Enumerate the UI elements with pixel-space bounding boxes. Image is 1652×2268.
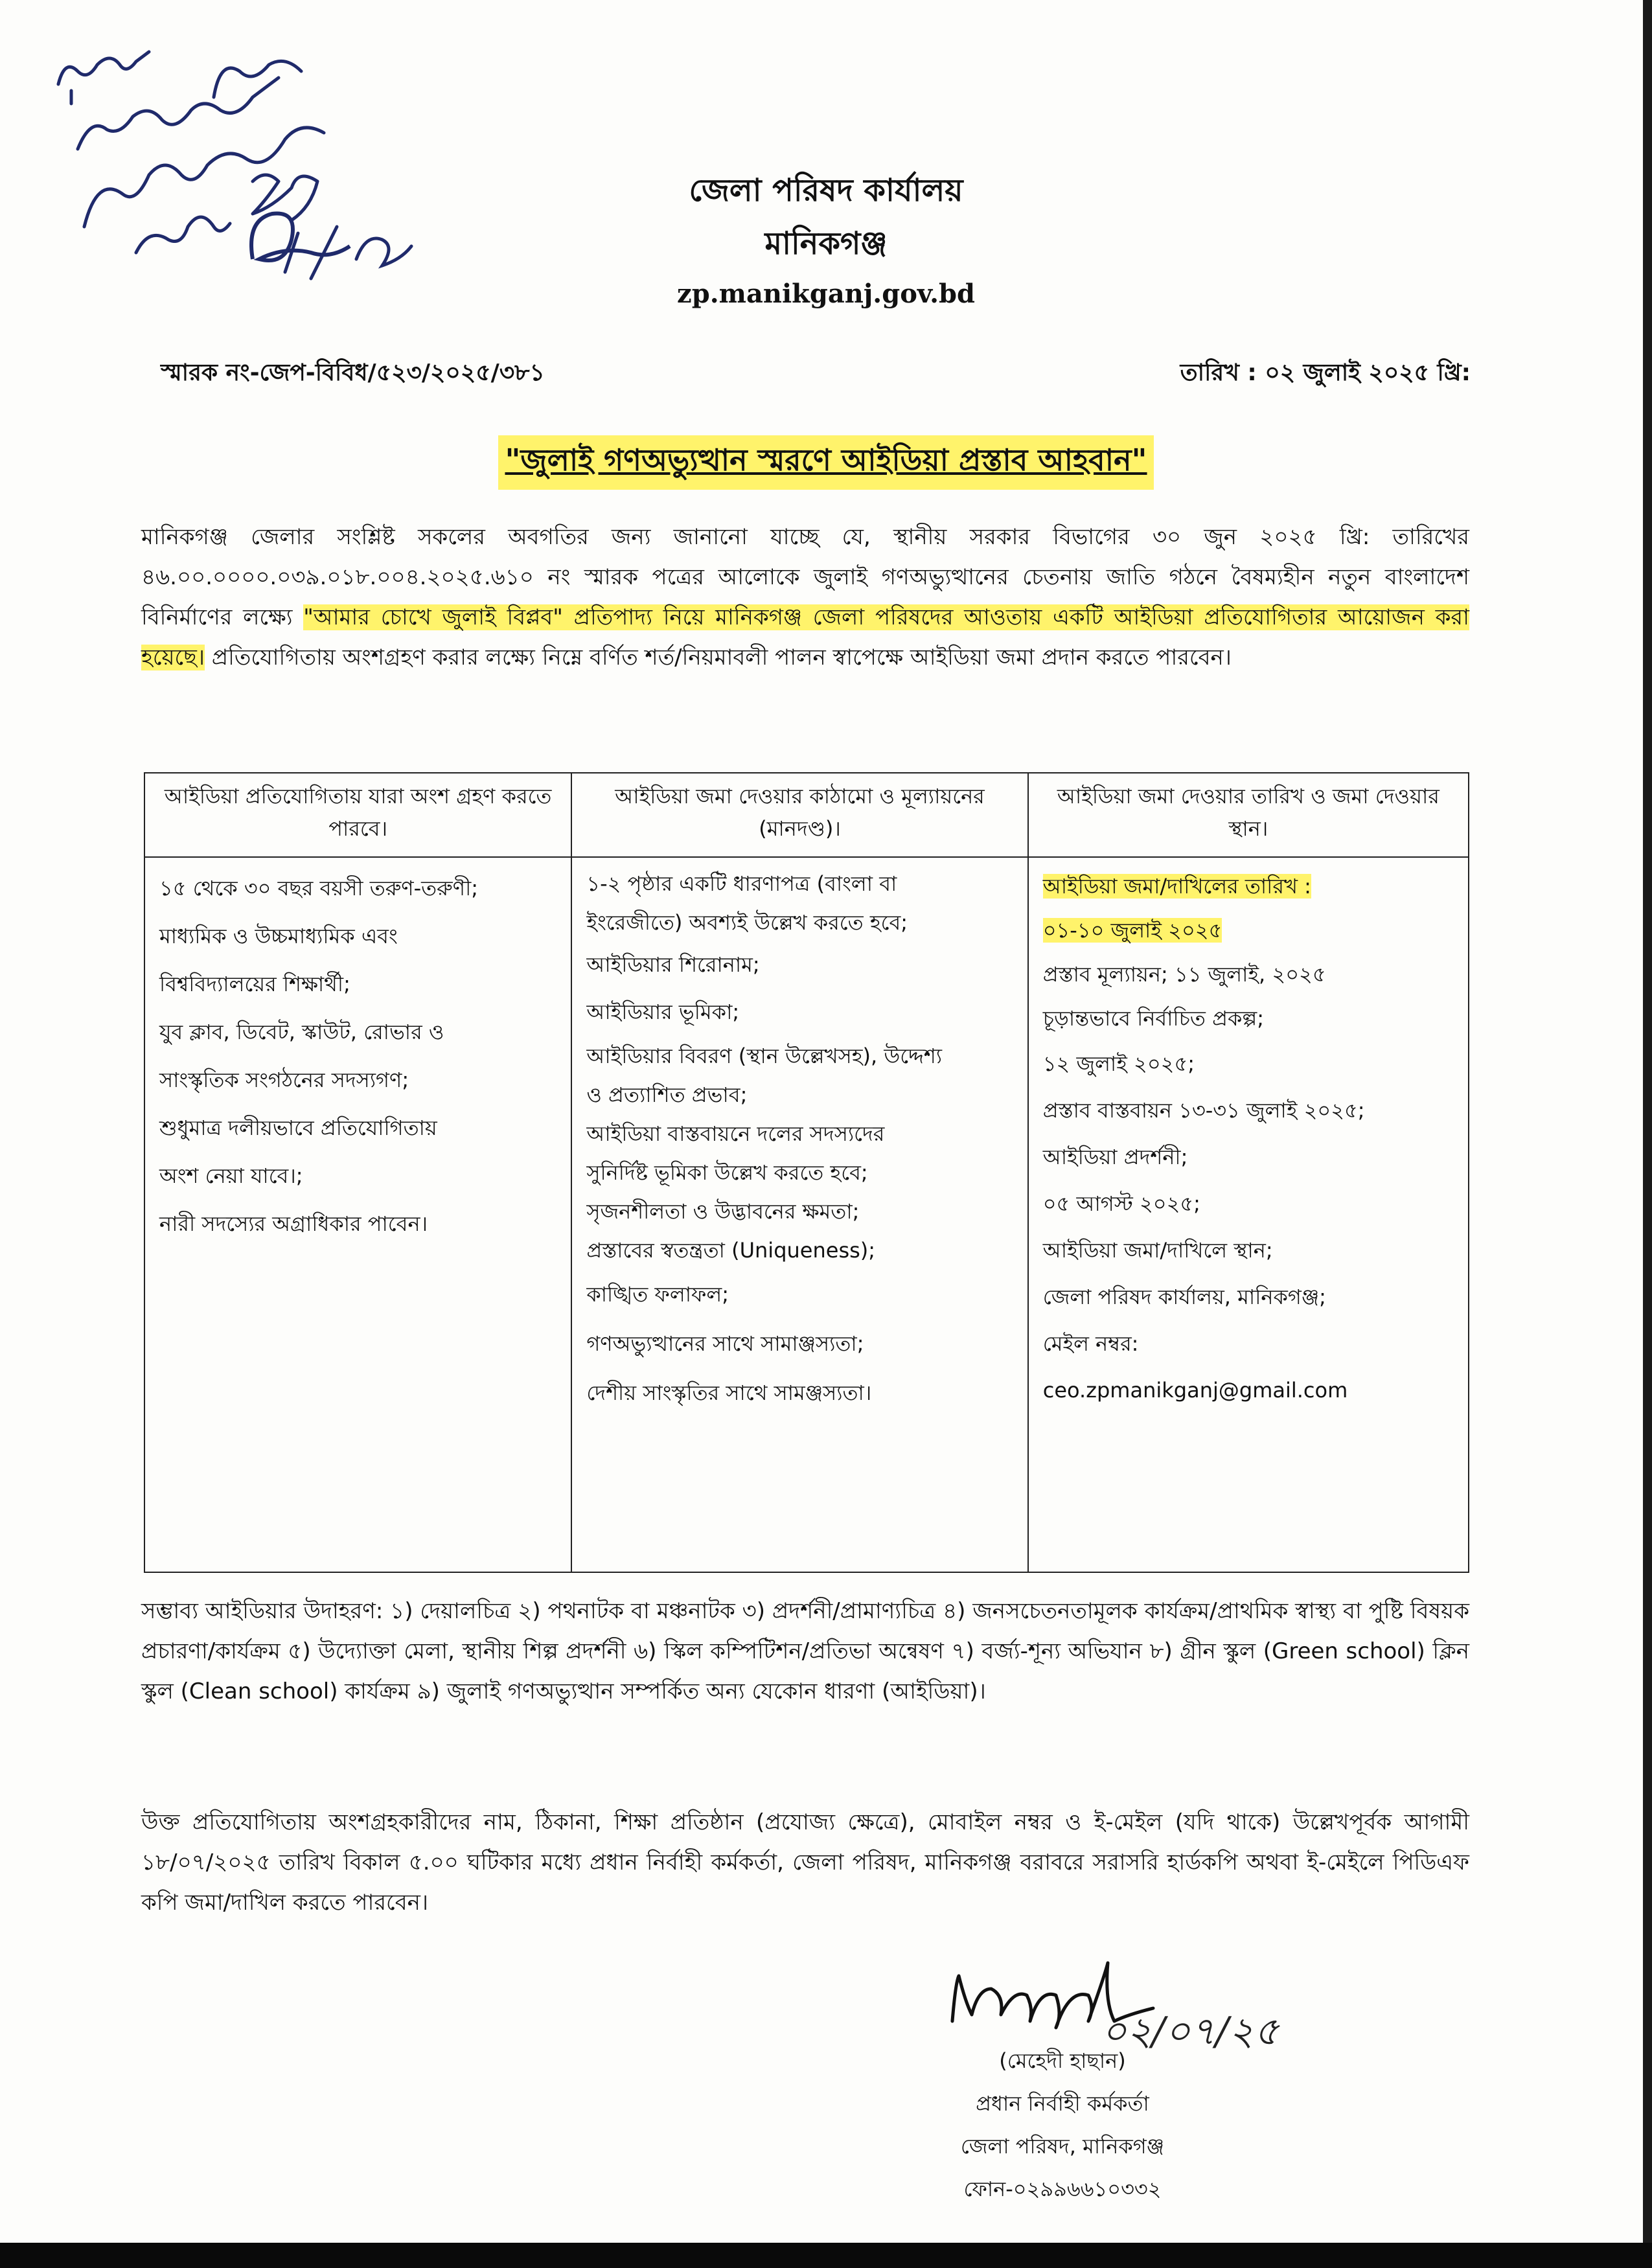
list-item: সুনির্দিষ্ট ভূমিকা উল্লেখ করতে হবে; [586, 1160, 868, 1185]
header-schedule: আইডিয়া জমা দেওয়ার তারিখ ও জমা দেওয়ার স্থান। [1028, 773, 1469, 857]
list-item: আইডিয়া বাস্তবায়নে দলের সদস্যদের [586, 1121, 885, 1146]
signature-date: ০২/০৭/২৫ [1101, 2009, 1279, 2054]
list-item: আইডিয়ার শিরোনাম; [586, 952, 760, 977]
list-item: অংশ নেয়া যাবে।; [159, 1163, 303, 1188]
col-structure [571, 857, 1027, 1572]
list-item: সৃজনশীলতা ও উদ্ভাবনের ক্ষমতা; [586, 1199, 860, 1224]
list-item: শুধুমাত্র দলীয়ভাবে প্রতিযোগিতায় [159, 1116, 437, 1140]
list-item: ১২ জুলাই ২০২৫; [1042, 1051, 1195, 1076]
list-item: কাঙ্খিত ফলাফল; [586, 1282, 729, 1307]
examples-paragraph: সম্ভাব্য আইডিয়ার উদাহরণ: ১) দেয়ালচিত্র ২) পথনাটক বা মঞ্চনাটক ৩) প্রদর্শনী/প্রামাণ্যচিত্র ৪) জনসচেতনতামূলক কার্যক্রম/প্রাথমিক স্বাস্থ্য বা পুষ্টি বিষয়ক প্রচারণা/কার্যক্রম ৫) উদ্যোক্তা মেলা, স্থানীয় শিল্প প্রদর্শনী ৬) স্কিল কম্পিটিশন/প্রতিভা অন্বেষণ ৭) বর্জ্য-শূন্য অভিযান ৮) গ্রীন স্কুল (Green school) ক্লিন স্কুল (Clean school) কার্যক্রম ৯) জুলাই গণঅভ্যুত্থান সম্পর্কিত অন্য যেকোন ধারণা (আইডিয়া)। [141, 1598, 1469, 1704]
scan-edge [1643, 0, 1652, 2243]
intro-part1: মানিকগঞ্জ জেলার সংশ্লিষ্ট সকলের অবগতির জন্য জানানো যাচ্ছে যে, স্থানীয় সরকার বিভাগের ৩০ জুন ২০২৫ খ্রি: তারিখের ৪৬.০০.০০০০.০৩৯.০১৮.০০৪.২০২৫.৬১০ নং স্মারক পত্রের আলোকে জুলাই গণঅভ্যুত্থানের চেতনায় জাতি গঠনে বৈষম্যহীন নতুন বাংলাদেশ বিনির্মাণের লক্ষ্যে [141, 524, 1469, 630]
list-item: দেশীয় সাংস্কৃতির সাথে সামঞ্জস্যতা। [586, 1380, 872, 1405]
list-item: বিশ্ববিদ্যালয়ের শিক্ষার্থী; [159, 972, 350, 996]
list-item: আইডিয়ার বিবরণ (স্থান উল্লেখসহ), উদ্দেশ্য [586, 1044, 943, 1068]
list-item: প্রস্তাব বাস্তবায়ন ১৩-৩১ জুলাই ২০২৫; [1042, 1098, 1365, 1123]
signatory-office: জেলা পরিষদ, মানিকগঞ্জ [960, 2134, 1165, 2159]
memo-ref: স্মারক নং-জেপ-বিবিধ/৫২৩/২০২৫/৩৮১ [161, 360, 545, 386]
list-item: প্রস্তাবের স্বতন্ত্রতা (Uniqueness); [586, 1238, 876, 1263]
list-item: মাধ্যমিক ও উচ্চমাধ্যমিক এবং [159, 924, 398, 948]
list-item: মেইল নম্বর: [1042, 1331, 1139, 1356]
list-item: ইংরেজীতে) অবশ্যই উল্লেখ করতে হবে; [586, 910, 908, 935]
list-item: চূড়ান্তভাবে নির্বাচিত প্রকল্প; [1042, 1006, 1264, 1031]
header-participants: আইডিয়া প্রতিযোগিতায় যারা অংশ গ্রহণ করতে পারবে। [144, 773, 571, 857]
rules-table [144, 772, 1469, 1573]
list-item: আইডিয়ার ভূমিকা; [586, 1000, 740, 1024]
list-item: আইডিয়া জমা/দাখিলে স্থান; [1042, 1238, 1273, 1263]
list-item: ১-২ পৃষ্ঠার একটি ধারণাপত্র (বাংলা বা [586, 871, 897, 896]
website: zp.manikganj.gov.bd [677, 279, 975, 309]
header-structure: আইডিয়া জমা দেওয়ার কাঠামো ও মূল্যায়নের (মানদণ্ড)। [571, 773, 1027, 857]
signatory-name: (মেহেদী হাছান) [999, 2048, 1126, 2073]
submission-paragraph: উক্ত প্রতিযোগিতায় অংশগ্রহকারীদের নাম, ঠিকানা, শিক্ষা প্রতিষ্ঠান (প্রযোজ্য ক্ষেত্রে), মোবাইল নম্বর ও ই-মেইল (যদি থাকে) উল্লেখপূর্বক আগামী ১৮/০৭/২০২৫ তারিখ বিকাল ৫.০০ ঘটিকার মধ্যে প্রধান নির্বাহী কর্মকর্তা, জেলা পরিষদ, মানিকগঞ্জ বরাবরে সরাসরি হার্ডকপি অথবা ই-মেইলে পিডিএফ কপি জমা/দাখিল করতে পারবেন। [141, 1809, 1469, 1916]
intro-part2: প্রতিযোগিতায় অংশগ্রহণ করার লক্ষ্যে নিম্নে বর্ণিত শর্ত/নিয়মাবলী পালন স্বাপেক্ষে আইডিয়া জমা প্রদান করতে পারবেন। [211, 645, 1232, 670]
signatory-phone: ফোন-০২৯৯৬৬১০৩৩২ [963, 2177, 1162, 2201]
list-item: ১৫ থেকে ৩০ বছর বয়সী তরুণ-তরুণী; [159, 876, 479, 900]
office-name: জেলা পরিষদ কার্যালয় [689, 172, 963, 209]
intro-paragraph [141, 517, 1469, 678]
list-item: সাংস্কৃতিক সংগঠনের সদস্যগণ; [159, 1068, 409, 1092]
list-item: ০৫ আগস্ট ২০২৫; [1042, 1191, 1200, 1216]
col-participants [144, 857, 571, 1572]
submission-date-label: আইডিয়া জমা/দাখিলের তারিখ : [1042, 874, 1311, 899]
list-item: আইডিয়া প্রদর্শনী; [1042, 1145, 1188, 1169]
submission-date-range: ০১-১০ জুলাই ২০২৫ [1042, 918, 1222, 943]
scan-bottom-bar [0, 2243, 1652, 2268]
memo-date: তারিখ : ০২ জুলাই ২০২৫ খ্রি: [1180, 360, 1471, 386]
list-item: প্রস্তাব মূল্যায়ন; ১১ জুলাই, ২০২৫ [1042, 962, 1326, 987]
headline: "জুলাই গণঅভ্যুত্থান স্মরণে আইডিয়া প্রস্তাব আহবান" [498, 435, 1153, 490]
table-header-row [144, 773, 1469, 857]
list-item: ও প্রত্যাশিত প্রভাব; [586, 1082, 748, 1107]
list-item: গণঅভ্যুত্থানের সাথে সামাঞ্জস্যতা; [586, 1331, 864, 1356]
list-item: যুব ক্লাব, ডিবেট, স্কাউট, রোভার ও [159, 1020, 444, 1044]
list-item: নারী সদস্যের অগ্রাধিকার পাবেন। [159, 1211, 428, 1236]
contact-email: ceo.zpmanikganj@gmail.com [1042, 1378, 1348, 1403]
intro-highlight: "আমার চোখে জুলাই বিপ্লব" প্রতিপাদ্য নিয়ে মানিকগঞ্জ জেলা পরিষদের আওতায় একটি আইডিয়া প্রতিযোগিতার আয়োজন করা হয়েছে। [141, 604, 1469, 670]
table-body-row [144, 857, 1469, 1572]
list-item: জেলা পরিষদ কার্যালয়, মানিকগঞ্জ; [1042, 1285, 1326, 1309]
district-name: মানিকগঞ্জ [764, 225, 888, 262]
signatory-block [894, 2039, 1231, 2210]
col-schedule [1028, 857, 1469, 1572]
signatory-title: প্রধান নির্বাহী কর্মকর্তা [976, 2091, 1149, 2116]
